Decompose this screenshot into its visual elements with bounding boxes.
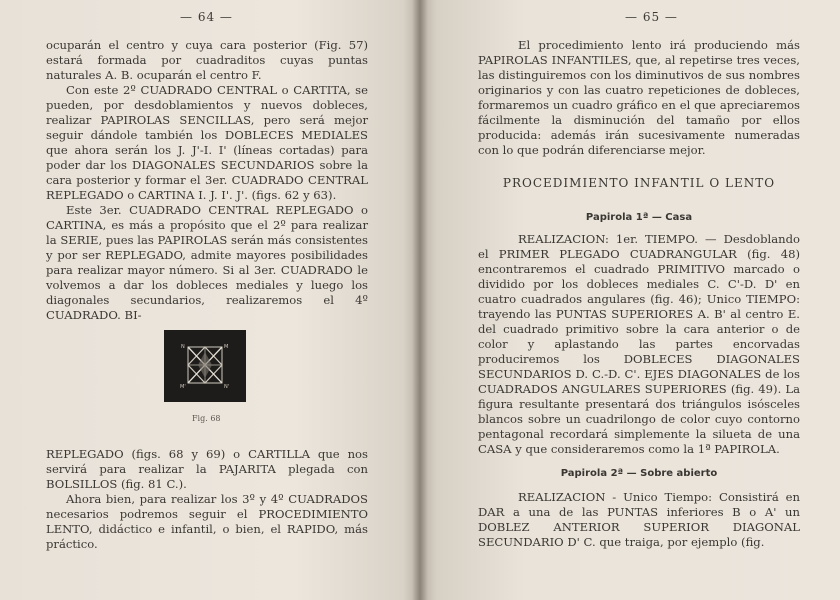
- figure-label-m: M: [224, 344, 229, 350]
- papirola-2-title: Papirola 2ª — Sobre abierto: [560, 468, 718, 479]
- book-gutter: [412, 0, 428, 600]
- papirola-1-title: Papirola 1ª — Casa: [585, 212, 693, 223]
- right-page: [420, 0, 840, 600]
- right-intro-paragraph: El procedimiento lento irá produciendo más PAPIROLAS INFANTILES, que, al repetirse tres veces, las distinguiremos con los diminutivos de sus nombres originarios y con las cuatro repeticiones de dobleces, formaremos un cuadro gráfico en el que apreciaremos fácilmente la disminución del tamaño por ellos producida: además irán sucesivamente numeradas con lo que podrán diferenciarse mejor.: [478, 38, 800, 157]
- papirola-2-body: [478, 490, 800, 550]
- figure-68-image: [164, 330, 246, 402]
- folded-square-diagram: [164, 330, 246, 402]
- left-paragraph-5: Ahora bien, para realizar los 3º y 4º CUADRADOS necesarios podremos seguir el PROCEDIMIENTO LENTO, didáctico e infantil, o bien, el RAPIDO, más práctico.: [46, 492, 368, 551]
- papirola-1-body: [478, 232, 800, 457]
- papirola-2-paragraph: REALIZACION - Unico Tiempo: Consistirá en DAR a una de las PUNTAS inferiores B o A' un DOBLEZ ANTERIOR SUPERIOR DIAGONAL SECUNDARIO D' C. que traiga, por ejemplo (fig.: [478, 490, 800, 549]
- left-paragraph-1: ocuparán el centro y cuya cara posterior (Fig. 57) estará formada por cuadraditos cuyas puntas naturales A. B. ocuparán el centro F.: [46, 38, 368, 82]
- figure-label-n-prime: N': [224, 384, 230, 390]
- figure-label-n: N: [181, 344, 185, 350]
- left-page-body: [46, 38, 368, 323]
- left-paragraph-4: REPLEGADO (figs. 68 y 69) o CARTILLA que nos servirá para realizar la PAJARITA plegada con BOLSILLOS (fig. 81 C.).: [46, 447, 368, 491]
- section-heading: PROCEDIMIENTO INFANTIL O LENTO: [502, 176, 776, 190]
- figure-label-m-prime: M': [180, 384, 186, 390]
- left-paragraph-3: Este 3er. CUADRADO CENTRAL REPLEGADO o CARTINA, es más a propósito que el 2º para realizar la SERIE, pues las PAPIROLAS serán más consistentes y por ser REPLEGADO, admite mayores posibilidades para realizar mayor número. Si al 3er. CUADRADO le volvemos a dar los dobleces mediales y luego los diagonales secundarios, realizaremos el 4º CUADRADO. BI-: [46, 203, 368, 322]
- papirola-1-paragraph: REALIZACION: 1er. TIEMPO. — Desdoblando el PRIMER PLEGADO CUADRANGULAR (fig. 48) encontraremos el cuadrado PRIMITIVO marcado o dividido por los dobleces mediales C. C'-D. D' en cuatro cuadrados angulares (fig. 46); Unico TIEMPO: trayendo las PUNTAS SUPERIORES A. B' al centro E. del cuadrado primitivo sobre la cara anterior o de color y aplastando las partes encorvadas produciremos los DOBLECES DIAGONALES SECUNDARIOS D. C.-D. C'. EJES DIAGONALES de los CUADRADOS ANGULARES SUPERIORES (fig. 49). La figura resultante presentará dos triángulos isósceles blancos sobre un cuadrilongo de color cuyo contorno pentagonal recordará simplemente la silueta de una CASA y que consideraremos como la 1ª PAPIROLA.: [478, 232, 800, 456]
- page-number-left: — 64 —: [180, 10, 233, 24]
- left-page-body-after-figure: [46, 447, 368, 552]
- right-page-intro: [478, 38, 800, 158]
- figure-caption: Fig. 68: [192, 414, 221, 423]
- left-paragraph-2: Con este 2º CUADRADO CENTRAL o CARTITA, se pueden, por desdoblamientos y nuevos dobleces, realizar PAPIROLAS SENCILLAS, pero será mejor seguir dándole también los DOBLECES MEDIALES que ahora serán los J. J'-I. I' (líneas cortadas) para poder dar los DIAGONALES SECUNDARIOS sobre la cara posterior y formar el 3er. CUADRADO CENTRAL REPLEGADO o CARTINA I. J. I'. J'. (figs. 62 y 63).: [46, 83, 368, 202]
- page-number-right: — 65 —: [625, 10, 678, 24]
